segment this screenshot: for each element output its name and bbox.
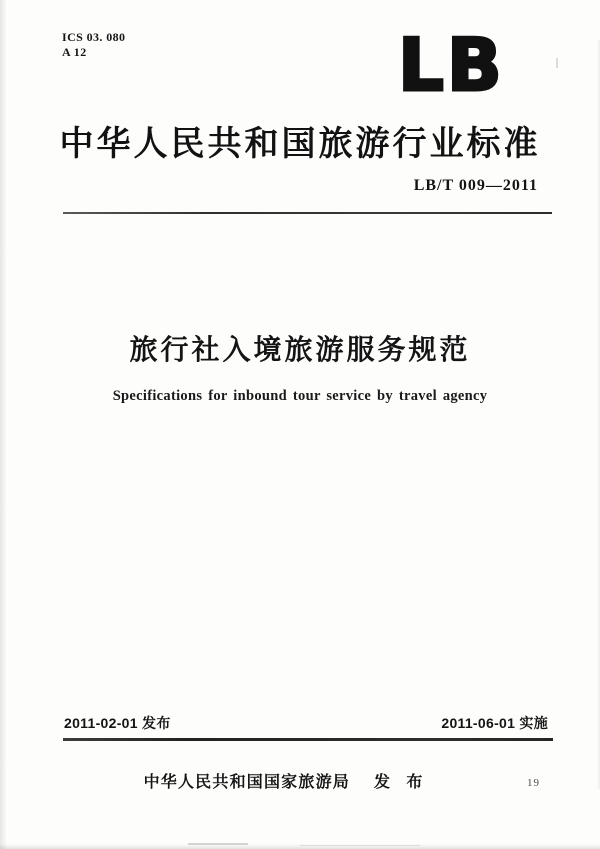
document-class-code: A 12 [62, 45, 87, 59]
standard-number: LB/T 009—2011 [413, 177, 538, 194]
dates-row [64, 713, 548, 733]
document-title-chinese: 旅行社入境旅游服务规范 [129, 334, 471, 365]
page-number: 19 [527, 777, 540, 789]
scan-speck [556, 58, 558, 68]
footer-rule [63, 738, 553, 741]
document-title-english: Specifications for inbound tour service by travel agency [112, 388, 488, 404]
scan-speck [300, 845, 420, 846]
ics-classification-block [62, 30, 125, 60]
publisher-row [0, 769, 586, 792]
issue-date: 2011-02-01 发布 [64, 715, 171, 731]
lb-standard-logo: LB [398, 23, 505, 107]
scan-speck [188, 843, 248, 845]
standard-category-title: 中华人民共和国旅游行业标准 [59, 125, 541, 163]
header-rule [63, 212, 552, 214]
ics-code: ICS 03. 080 [62, 30, 126, 44]
implementation-date: 2011-06-01 实施 [441, 715, 548, 731]
publisher-name: 中华人民共和国国家旅游局 [143, 774, 350, 791]
publish-label: 发 布 [373, 774, 429, 791]
